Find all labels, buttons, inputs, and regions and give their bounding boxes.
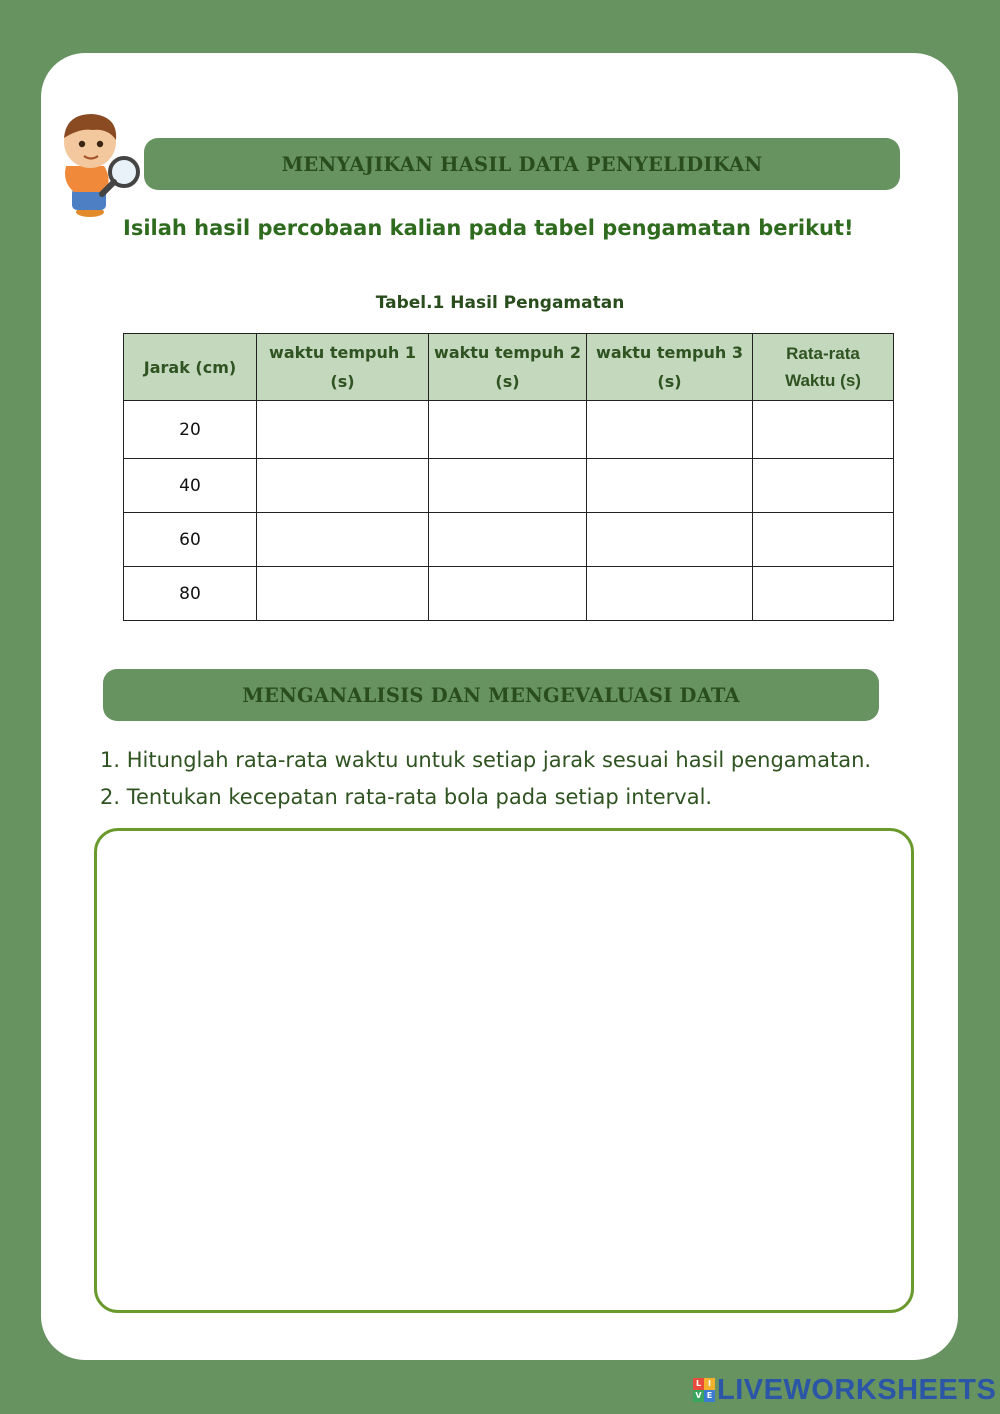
time-2-input-cell[interactable]	[429, 567, 587, 621]
task-item: 1. Hitunglah rata-rata waktu untuk setiap jarak sesuai hasil pengamatan.	[100, 748, 872, 772]
time-3-input-cell[interactable]	[587, 513, 753, 567]
section-banner-results	[144, 138, 900, 190]
table-row	[124, 401, 894, 459]
boy-magnifier-icon	[52, 108, 152, 220]
table-caption: Tabel.1 Hasil Pengamatan	[375, 293, 625, 313]
header-time-3: waktu tempuh 3 (s)	[587, 334, 753, 401]
time-2-input-cell[interactable]	[429, 513, 587, 567]
average-input-cell[interactable]	[753, 513, 894, 567]
distance-cell: 40	[124, 459, 257, 513]
header-average-time: Rata-rata Waktu (s)	[753, 334, 894, 401]
table-row	[124, 567, 894, 621]
header-time-2: waktu tempuh 2 (s)	[429, 334, 587, 401]
observation-table	[123, 333, 894, 621]
distance-cell: 60	[124, 513, 257, 567]
brand-name: LIVEWORKSHEETS	[717, 1373, 997, 1406]
time-1-input-cell[interactable]	[257, 567, 429, 621]
liveworksheets-logo	[693, 1374, 996, 1406]
time-1-input-cell[interactable]	[257, 401, 429, 459]
average-input-cell[interactable]	[753, 401, 894, 459]
instruction-text: Isilah hasil percobaan kalian pada tabel pengamatan berikut!	[123, 216, 854, 240]
task-list	[100, 742, 920, 816]
time-3-input-cell[interactable]	[587, 401, 753, 459]
header-time-1: waktu tempuh 1 (s)	[257, 334, 429, 401]
distance-cell: 20	[124, 401, 257, 459]
time-3-input-cell[interactable]	[587, 459, 753, 513]
time-3-input-cell[interactable]	[587, 567, 753, 621]
section-title-results: MENYAJIKAN HASIL DATA PENYELIDIKAN	[281, 152, 763, 176]
average-input-cell[interactable]	[753, 459, 894, 513]
time-2-input-cell[interactable]	[429, 459, 587, 513]
section-title-analysis: MENGANALISIS DAN MENGEVALUASI DATA	[242, 683, 740, 707]
average-input-cell[interactable]	[753, 567, 894, 621]
answer-text-area[interactable]	[94, 828, 914, 1313]
section-banner-analysis	[103, 669, 879, 721]
table-row	[124, 459, 894, 513]
task-item: 2. Tentukan kecepatan rata-rata bola pada setiap interval.	[100, 785, 713, 809]
header-distance: Jarak (cm)	[124, 334, 257, 401]
liveworksheets-icon: L I V E	[693, 1378, 715, 1402]
time-1-input-cell[interactable]	[257, 459, 429, 513]
time-2-input-cell[interactable]	[429, 401, 587, 459]
table-header-row	[124, 334, 894, 401]
distance-cell: 80	[124, 567, 257, 621]
table-row	[124, 513, 894, 567]
time-1-input-cell[interactable]	[257, 513, 429, 567]
